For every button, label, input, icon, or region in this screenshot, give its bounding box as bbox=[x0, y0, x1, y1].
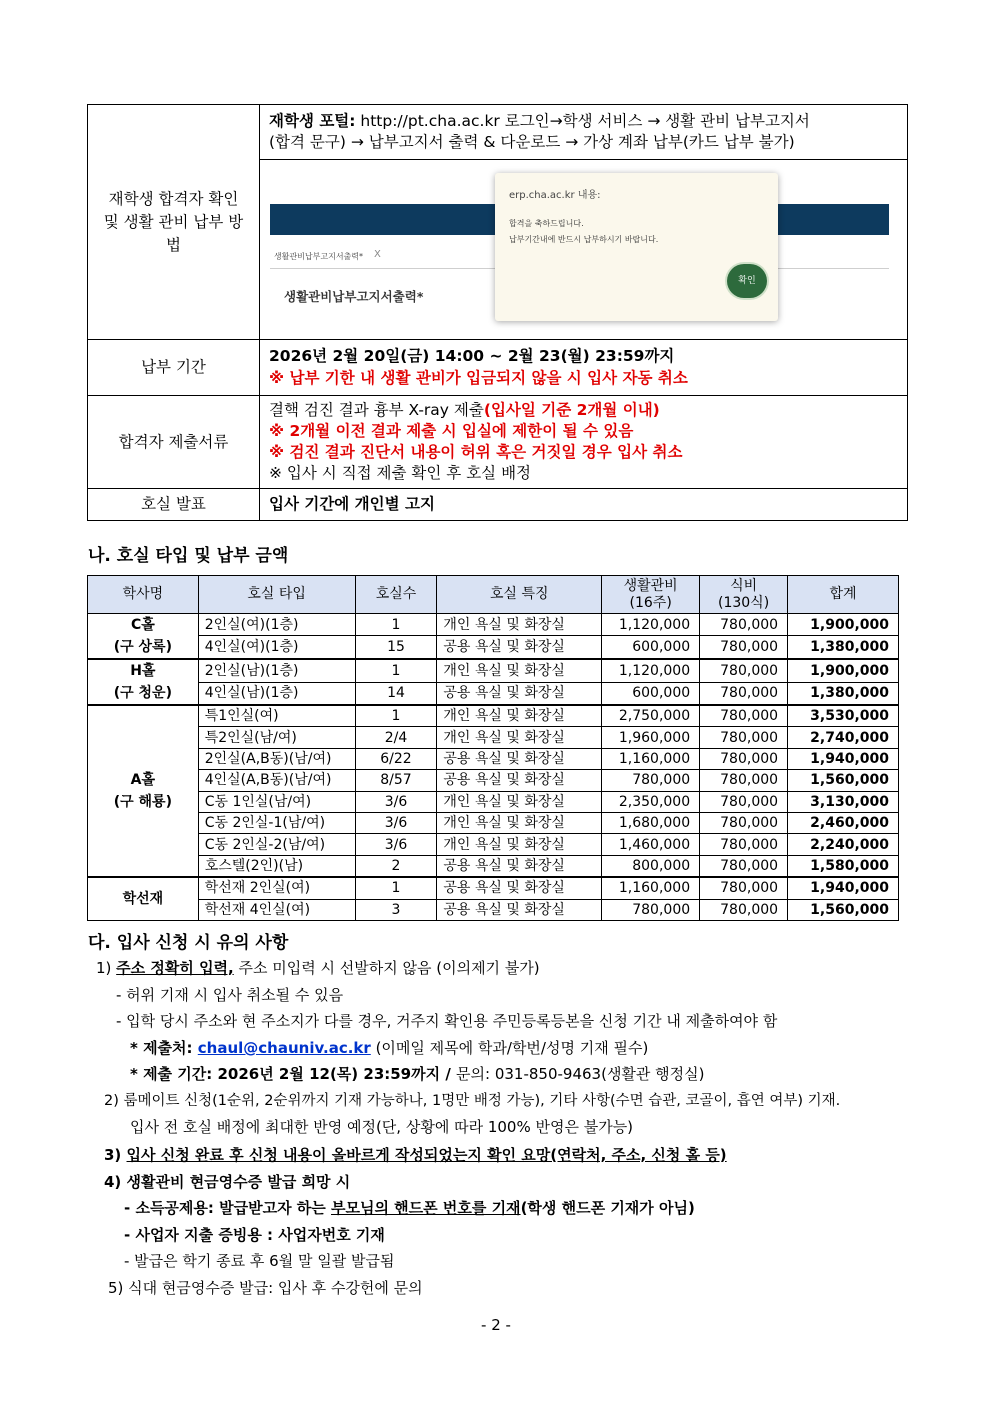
doc-line-2: ※ 2개월 이전 결과 제출 시 입실에 제한이 될 수 있음 bbox=[269, 422, 634, 440]
room-price-table bbox=[87, 575, 899, 921]
note-3: 3) 입사 신청 완료 후 신청 내용이 올바르게 작성되었는지 확인 요망(연락처, 주소, 신청 홀 등) bbox=[104, 1146, 727, 1164]
hall-h: H홀 (구 청운) bbox=[88, 659, 199, 705]
note-4-bullet-3: - 발급은 학기 종료 후 6월 말 일괄 발급됨 bbox=[124, 1252, 395, 1270]
doc-line-1a: 결핵 검진 결과 흉부 X-ray 제출 bbox=[269, 401, 484, 419]
table-row: 4인실(여)(1층) 15 공용 욕실 및 화장실 600,000 780,000 1,380,000 bbox=[88, 636, 899, 659]
period-cell bbox=[260, 340, 908, 396]
note-4: 4) 생활관비 현금영수증 발급 희망 시 bbox=[104, 1173, 351, 1191]
portal-text-1: http://pt.cha.ac.kr 로그인→학생 서비스 → 생활 관비 납부고지서 bbox=[355, 111, 810, 130]
note-1-bullet-1: - 허위 기재 시 입사 취소될 수 있음 bbox=[116, 986, 344, 1004]
tab-close-icon: X bbox=[374, 248, 381, 260]
header-feature: 호실 특징 bbox=[437, 576, 602, 614]
table-row: C동 2인실-2(남/여) 3/6 개인 욕실 및 화장실 1,460,000 780,000 2,240,000 bbox=[88, 834, 899, 855]
page-heading: 생활관비납부고지서출력* bbox=[284, 288, 424, 304]
dialog-title: erp.cha.ac.kr 내용: bbox=[509, 189, 601, 201]
table-row: 학선재 학선재 2인실(여) 1 공용 욕실 및 화장실 1,160,000 780,000 1,940,000 bbox=[88, 877, 899, 899]
dialog-ok-button: 확인 bbox=[727, 264, 767, 298]
portal-text-2: (합격 문구) → 납부고지서 출력 & 다운로드 → 가상 계좌 납부(카드 납부 불가) bbox=[269, 133, 795, 151]
table-row: H홀 (구 청운) 2인실(남)(1층) 1 개인 욕실 및 화장실 1,120,000 780,000 1,900,000 bbox=[88, 659, 899, 682]
note-1-bullet-2: - 입학 당시 주소와 현 주소지가 다를 경우, 거주지 확인용 주민등록등본을 신청 기간 내 제출하여야 함 bbox=[116, 1012, 778, 1030]
table-row: 2인실(A,B동)(남/여) 6/22 공용 욕실 및 화장실 1,160,000 780,000 1,940,000 bbox=[88, 748, 899, 769]
table-row: 4인실(A,B동)(남/여) 8/57 공용 욕실 및 화장실 780,000 780,000 1,560,000 bbox=[88, 770, 899, 791]
portal-screenshot-cell bbox=[260, 160, 908, 340]
note-1: 1) 주소 정확히 입력, 주소 미입력 시 선발하지 않음 (이의제기 불가) bbox=[96, 959, 540, 977]
doc-line-4: ※ 입사 시 직접 제출 확인 후 호실 배정 bbox=[269, 464, 532, 482]
info-table bbox=[87, 104, 908, 521]
table-row: 호스텔(2인)(남) 2 공용 욕실 및 화장실 800,000 780,000 1,580,000 bbox=[88, 855, 899, 877]
documents-cell bbox=[260, 396, 908, 489]
tab-label: 생활관비납부고지서출력* bbox=[274, 251, 364, 261]
note-1-submit-to: * 제출처: chaul@chauniv.ac.kr (이메일 제목에 학과/학번/성명 기재 필수) bbox=[130, 1039, 649, 1057]
header-total: 합계 bbox=[788, 576, 899, 614]
header-hall: 학사명 bbox=[88, 576, 199, 614]
section-title-cautions: 다. 입사 신청 시 유의 사항 bbox=[88, 933, 289, 953]
payment-warning: ※ 납부 기한 내 생활 관비가 입금되지 않을 시 입사 자동 취소 bbox=[269, 368, 688, 387]
header-type: 호실 타입 bbox=[198, 576, 355, 614]
table-row: 학선재 4인실(여) 3 공용 욕실 및 화장실 780,000 780,000 1,560,000 bbox=[88, 899, 899, 920]
table-row: C홀 (구 상록) 2인실(여)(1층) 1 개인 욕실 및 화장실 1,120,000 780,000 1,900,000 bbox=[88, 614, 899, 636]
dialog-message-2: 납부기간내에 반드시 납부하시기 바랍니다. bbox=[509, 234, 659, 244]
portal-label: 재학생 포털: bbox=[269, 111, 356, 130]
header-count: 호실수 bbox=[355, 576, 437, 614]
row-label-payment-method: 재학생 합격자 확인 및 생활 관비 납부 방법 bbox=[88, 105, 260, 340]
doc-line-1b: (입사일 기준 2개월 이내) bbox=[483, 401, 660, 419]
note-2: 2) 룸메이트 신청(1순위, 2순위까지 기재 가능하나, 1명만 배정 가능), 기타 사항(수면 습관, 코골이, 흡연 여부) 기재. bbox=[104, 1093, 841, 1109]
table-row: A홀 (구 해룡) 특1인실(여) 1 개인 욕실 및 화장실 2,750,000 780,000 3,530,000 bbox=[88, 705, 899, 727]
payment-period: 2026년 2월 20일(금) 14:00 ~ 2월 23(월) 23:59까지 bbox=[269, 347, 675, 365]
hall-c: C홀 (구 상록) bbox=[88, 614, 199, 660]
page-number: - 2 - bbox=[481, 1316, 511, 1334]
table-row: 특2인실(남/여) 2/4 개인 욕실 및 화장실 1,960,000 780,000 2,740,000 bbox=[88, 727, 899, 748]
alert-dialog bbox=[495, 173, 778, 321]
note-4-bullet-2: - 사업자 지출 증빙용 : 사업자번호 기재 bbox=[124, 1226, 385, 1244]
dialog-message-1: 합격을 축하드립니다. bbox=[509, 218, 584, 228]
doc-line-3: ※ 검진 결과 진단서 내용이 허위 혹은 거짓일 경우 입사 취소 bbox=[269, 443, 683, 461]
note-1-submit-period: * 제출 기간: 2026년 2월 12(목) 23:59까지 / 문의: 031-850-9463(생활관 행정실) bbox=[130, 1065, 705, 1083]
row-label-documents: 합격자 제출서류 bbox=[88, 396, 260, 489]
row-label-period: 납부 기간 bbox=[88, 340, 260, 396]
note-4-bullet-1: - 소득공제용: 발급받고자 하는 부모님의 핸드폰 번호를 기재(학생 핸드폰 기재가 아님) bbox=[124, 1199, 695, 1217]
note-5: 5) 식대 현금영수증 발급: 입사 후 수강헌에 문의 bbox=[108, 1279, 423, 1297]
table-row: 4인실(남)(1층) 14 공용 욕실 및 화장실 600,000 780,000 1,380,000 bbox=[88, 682, 899, 705]
announcement-value: 입사 기간에 개인별 고지 bbox=[260, 489, 908, 521]
table-row: C동 1인실(남/여) 3/6 개인 욕실 및 화장실 2,350,000 780,000 3,130,000 bbox=[88, 791, 899, 812]
table-row: C동 2인실-1(남/여) 3/6 개인 욕실 및 화장실 1,680,000 780,000 2,460,000 bbox=[88, 812, 899, 833]
email-link[interactable]: chaul@chauniv.ac.kr bbox=[197, 1039, 371, 1057]
row-label-announcement: 호실 발표 bbox=[88, 489, 260, 521]
hall-a: A홀 (구 해룡) bbox=[88, 705, 199, 877]
portal-screenshot bbox=[260, 165, 907, 335]
portal-instructions bbox=[260, 105, 908, 160]
section-title-room-types: 나. 호실 타입 및 납부 금액 bbox=[88, 546, 289, 566]
note-2-line-2: 입사 전 호실 배정에 최대한 반영 예정(단, 상황에 따라 100% 반영은 불가능) bbox=[130, 1118, 634, 1136]
header-meal: 식비 (130식) bbox=[700, 576, 788, 614]
header-fee: 생활관비 (16주) bbox=[602, 576, 700, 614]
hall-haksun: 학선재 bbox=[88, 877, 199, 920]
